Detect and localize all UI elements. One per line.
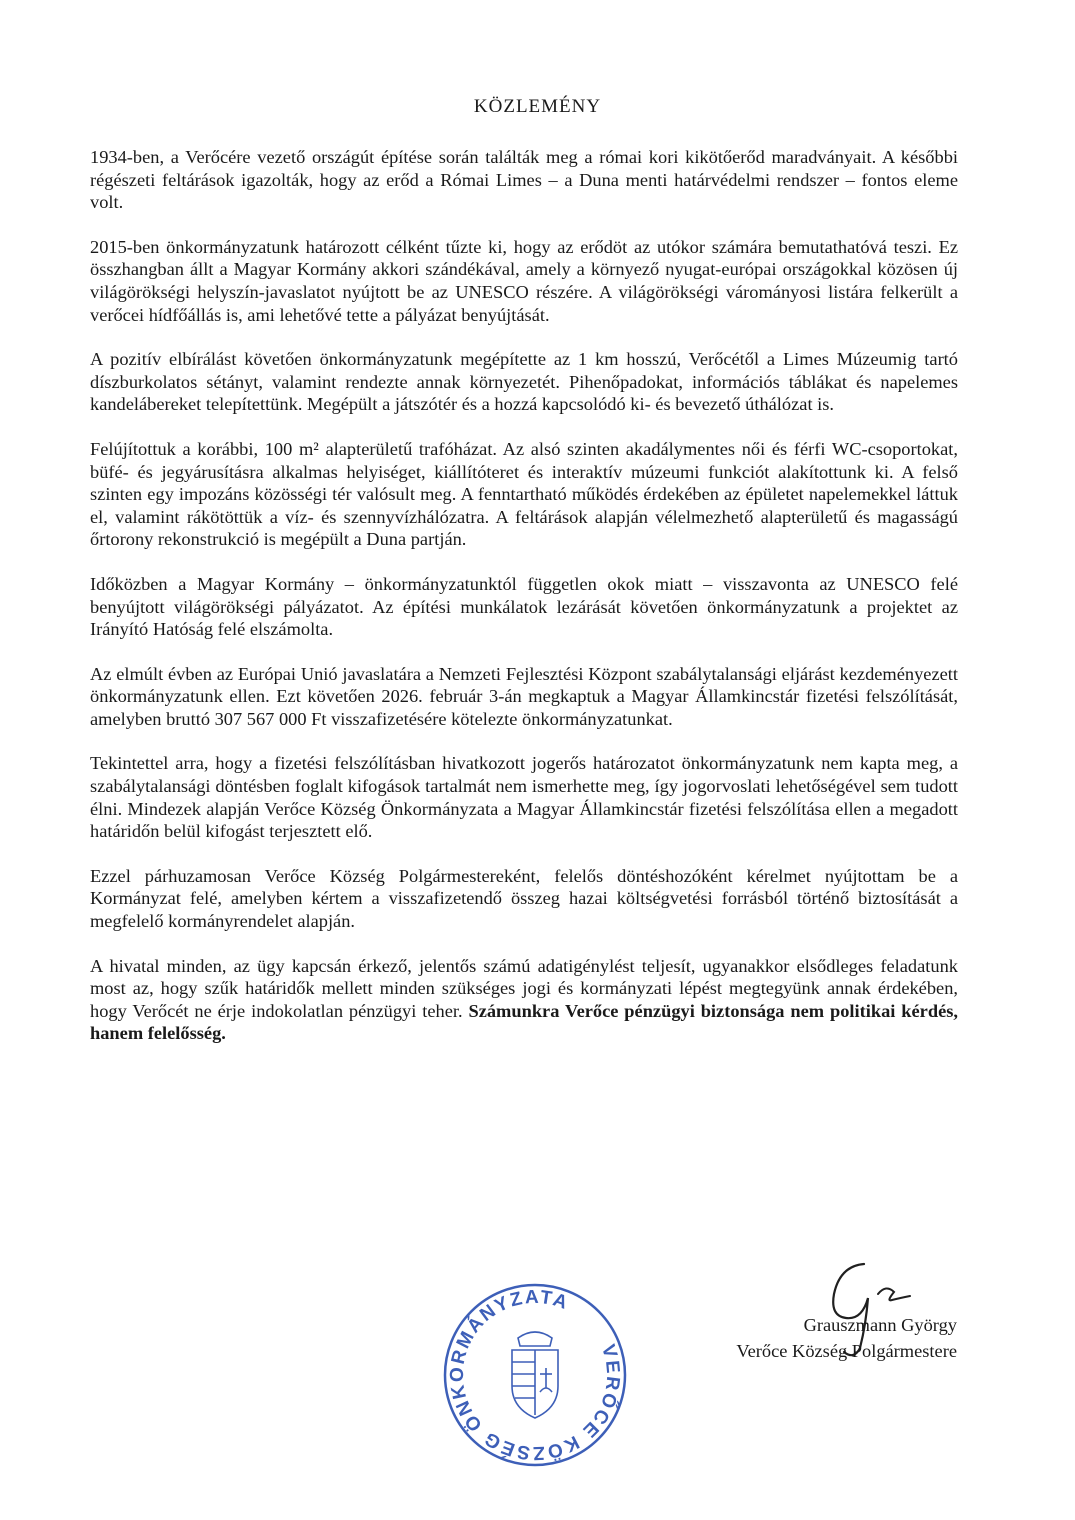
paragraph-8: Ezzel párhuzamosan Verőce Község Polgármestereként, felelős döntéshozóként kérelmet nyújtottam be a Kormányzat felé, amelyben kértem a visszafizetendő összeg hazai költségvetési forrásból történő biztosítását a megfelelő kormányrendelet alapján. [90, 865, 958, 932]
coat-of-arms-icon [512, 1332, 558, 1418]
official-stamp [440, 1280, 630, 1470]
paragraph-9-bold: Számunkra Verőce pénzügyi biztonsága nem politikai kérdés, hanem felelősség. [90, 1000, 958, 1044]
paragraph-5: Időközben a Magyar Kormány – önkormányzatunktól független okok miatt – visszavonta az UNESCO felé benyújtott világörökségi pályázatot. Az építési munkálatok lezárását követően önkormányzatunk a projektet az Irányító Hatóság felé elszámolta. [90, 573, 958, 640]
signatory-role: Verőce Község Polgármestere [736, 1341, 957, 1361]
document-body [90, 146, 958, 1045]
paragraph-4: Felújítottuk a korábbi, 100 m² alapterületű trafóházat. Az alsó szinten akadálymentes női és férfi WC-csoportokat, büfé- és jegyárusításra alkalmas helyiséget, kiállítóteret és interaktív múzeumi funkciót alakítottunk ki. A felső szinten egy impozáns közösségi tér valósult meg. A fenntartható működés érdekében az épületet napelemekkel láttuk el, valamint rákötöttük a víz- és szennyvízhálózatra. A feltárások alapján vélelmezhető alapterületű és magasságú őrtorony rekonstrukció is megépült a Duna partján. [90, 438, 958, 550]
paragraph-3: A pozitív elbírálást követően önkormányzatunk megépítette az 1 km hosszú, Verőcétől a Limes Múzeumig tartó díszburkolatos sétányt, valamint rendezte annak környezetét. Pihenőpadokat, információs táblákat és napelemes kandelábereket telepítettünk. Megépült a játszótér és a hozzá kapcsolódó ki- és bevezető úthálózat is. [90, 349, 958, 415]
paragraph-9-text: A hivatal minden, az ügy kapcsán érkező, jelentős számú adatigénylést teljesít, ugyanakkor elsődleges feladatunk most az, hogy szűk határidők mellett minden szükséges jogi és kormányzati lépést megtegyünk annak érdekében, hogy Verőcét ne érje indokolatlan pénzügyi teher. [90, 955, 958, 1021]
stamp-text: VERŐCE KÖZSÉG ÖNKORMÁNYZATA [446, 1286, 624, 1464]
paragraph-2: 2015-ben önkormányzatunk határozott célként tűzte ki, hogy az erődöt az utókor számára bemutathatóvá teszi. Ez összhangban állt a Magyar Kormány akkori szándékával, amely a környező nyugat-európai országokkal közösen új világörökségi helyszín-javaslatot nyújtott be az UNESCO részére. A világörökségi várományosi listára felkerült a verőcei hídfőállás is, ami lehetővé tette a pályázat benyújtását. [90, 236, 958, 325]
paragraph-9 [90, 955, 958, 1045]
paragraph-1: 1934-ben, a Verőcére vezető országút építése során találták meg a római kori kikötőerőd maradványait. A későbbi régészeti feltárások igazolták, hogy az erőd a Római Limes – a Duna menti határvédelmi rendszer – fontos eleme volt. [90, 147, 958, 213]
paragraph-7: Tekintettel arra, hogy a fizetési felszólításban hivatkozott jogerős határozatot önkormányzatunk nem kapta meg, a szabálytalansági döntésben foglalt kifogások tartalmát nem ismerhette meg, így jogorvoslati lehetőségével sem tudott élni. Mindezek alapján Verőce Község Önkormányzata a Magyar Államkincstár fizetési felszólítása ellen a megadott határidőn belül kifogást terjesztett elő. [90, 753, 958, 842]
paragraph-6: Az elmúlt évben az Európai Unió javaslatára a Nemzeti Fejlesztési Központ szabálytalansági eljárást kezdeményezett önkormányzatunk ellen. Ezt követően 2026. február 3-án megkaptuk a Magyar Államkincstár fizetési felszólítását, amelyben bruttó 307 567 000 Ft visszafizetésére kötelezte önkormányzatunkat. [90, 663, 958, 729]
signatory-name: Grauszmann György [803, 1315, 957, 1335]
signature-block [736, 1312, 957, 1364]
document-title: KÖZLEMÉNY [473, 96, 602, 117]
